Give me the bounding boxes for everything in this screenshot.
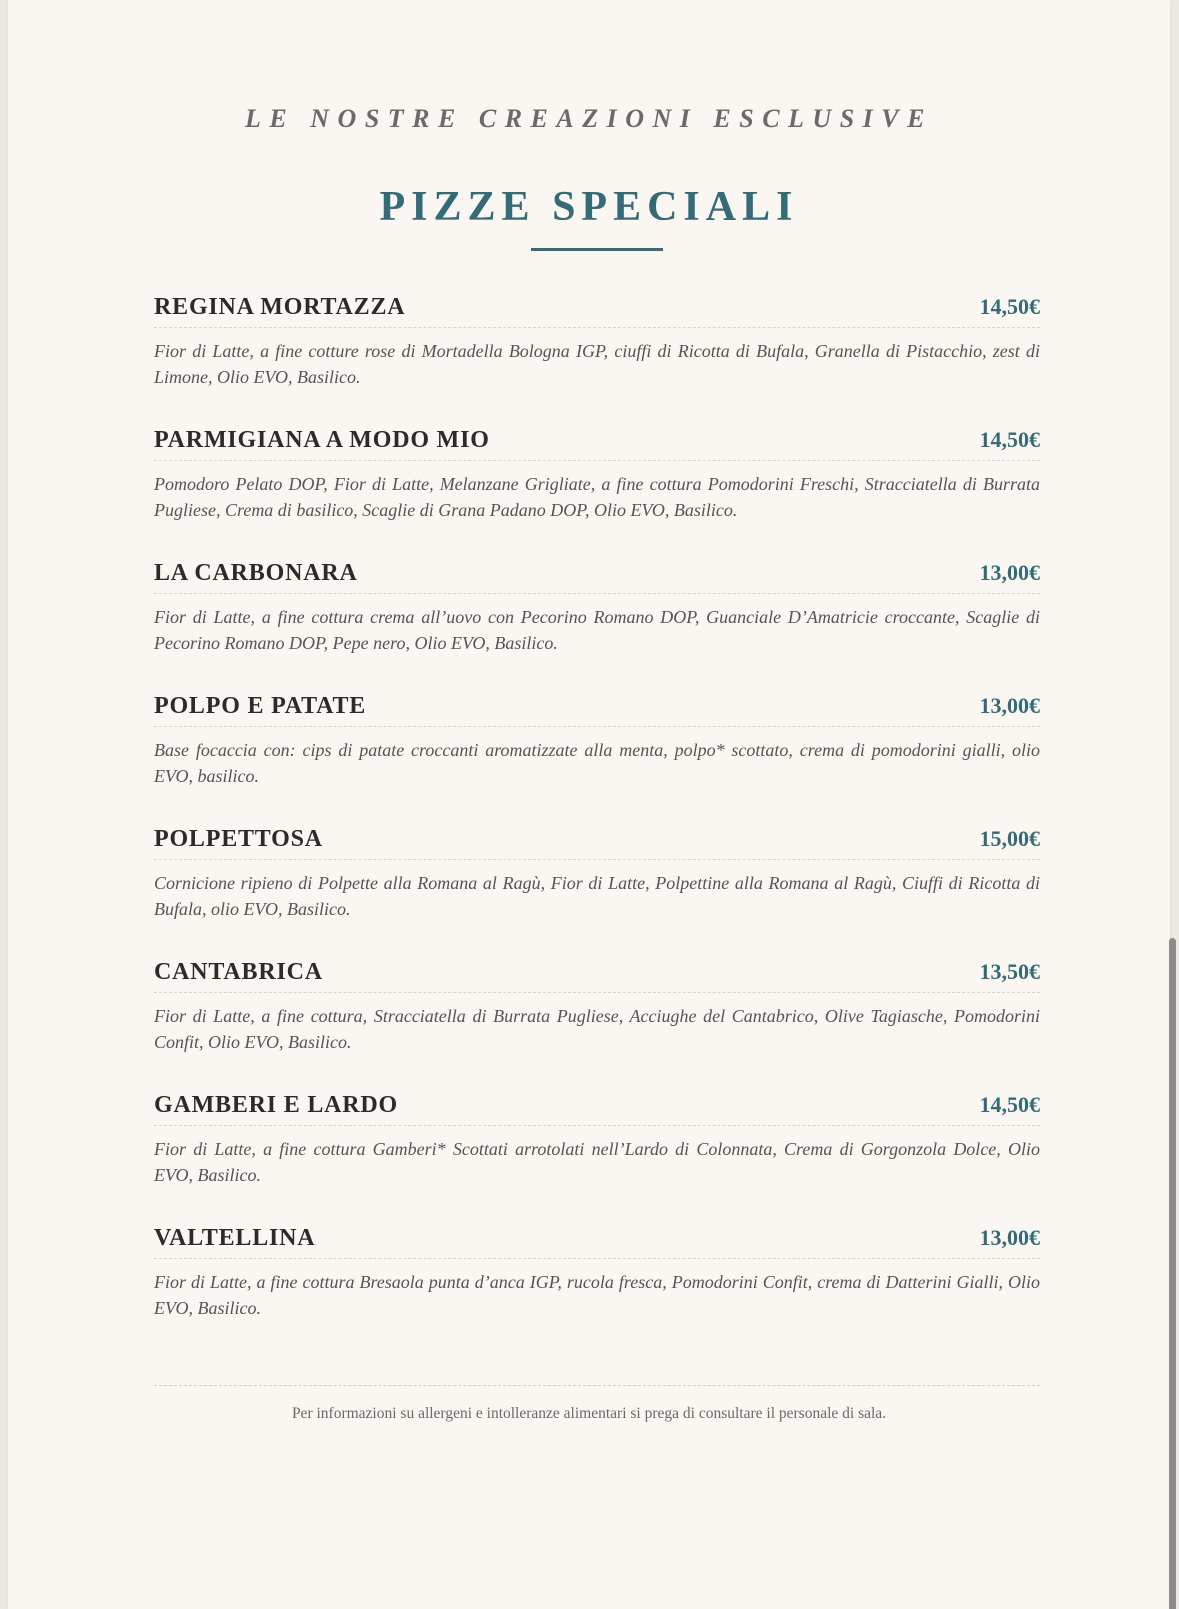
menu-item-header — [154, 693, 1040, 727]
menu-item-name: CANTABRICA — [154, 959, 323, 985]
menu-item-price: 14,50€ — [979, 1092, 1040, 1117]
menu-item-name: POLPO E PATATE — [154, 693, 367, 719]
menu-item-price: 13,00€ — [979, 693, 1040, 718]
menu-item-description: Fior di Latte, a fine cottura Bresaola punta d’anca IGP, rucola fresca, Pomodorini Confit, crema di Datterini Gialli, Olio EVO, Basilico. — [154, 1272, 1040, 1318]
menu-item — [154, 294, 1040, 427]
allergen-note: Per informazioni su allergeni e intolleranze alimentari si prega di consultare il personale di sala. — [291, 1405, 887, 1422]
menu-item-header — [154, 959, 1040, 993]
menu-item-price: 13,00€ — [979, 1225, 1040, 1250]
menu-item — [154, 1092, 1040, 1225]
menu-item-name: REGINA MORTAZZA — [154, 294, 406, 320]
menu-item-description: Cornicione ripieno di Polpette alla Romana al Ragù, Fior di Latte, Polpettine alla Romana al Ragù, Ciuffi di Ricotta di Bufala, olio EVO, Basilico. — [154, 873, 1040, 919]
menu-item-description: Fior di Latte, a fine cottura crema all’uovo con Pecorino Romano DOP, Guanciale D’Amatricie croccante, Scaglie di Pecorino Romano DOP, Pepe nero, Olio EVO, Basilico. — [154, 607, 1040, 653]
menu-item-name: VALTELLINA — [154, 1225, 316, 1251]
menu-item-name: GAMBERI E LARDO — [154, 1092, 399, 1118]
menu-item-name: POLPETTOSA — [154, 826, 323, 852]
menu-subtitle: LE NOSTRE CREAZIONI ESCLUSIVE — [245, 104, 933, 133]
menu-item-price: 14,50€ — [979, 294, 1040, 319]
menu-item-header — [154, 294, 1040, 328]
menu-item-price: 13,00€ — [979, 560, 1040, 585]
menu-item-price: 15,00€ — [979, 826, 1040, 851]
menu-item — [154, 1225, 1040, 1358]
menu-item — [154, 693, 1040, 826]
menu-item-header — [154, 427, 1040, 461]
menu-item-name: LA CARBONARA — [154, 560, 358, 586]
menu-title: PIZZE SPECIALI — [379, 184, 799, 230]
menu-item-description: Fior di Latte, a fine cottura Gamberi* Scottati arrotolati nell’Lardo di Colonnata, Crema di Gorgonzola Dolce, Olio EVO, Basilico. — [154, 1139, 1040, 1185]
menu-item-header — [154, 1225, 1040, 1259]
footer-divider — [154, 1385, 1040, 1386]
title-underline — [531, 248, 663, 251]
menu-item-price: 14,50€ — [979, 427, 1040, 452]
menu-item — [154, 826, 1040, 959]
menu-item — [154, 427, 1040, 560]
menu-list — [154, 294, 1040, 1358]
menu-item-description: Fior di Latte, a fine cottura, Stracciatella di Burrata Pugliese, Acciughe del Cantabrico, Olive Tagiasche, Pomodorini Confit, Olio EVO, Basilico. — [154, 1006, 1040, 1052]
menu-item — [154, 959, 1040, 1092]
menu-item — [154, 560, 1040, 693]
menu-item-name: PARMIGIANA A MODO MIO — [154, 427, 490, 453]
menu-item-price: 13,50€ — [979, 959, 1040, 984]
menu-item-header — [154, 826, 1040, 860]
menu-item-description: Base focaccia con: cips di patate croccanti aromatizzate alla menta, polpo* scottato, crema di pomodorini gialli, olio EVO, basilico. — [154, 740, 1040, 786]
scrollbar[interactable] — [1169, 938, 1176, 1609]
menu-item-description: Pomodoro Pelato DOP, Fior di Latte, Melanzane Grigliate, a fine cottura Pomodorini Freschi, Stracciatella di Burrata Pugliese, Crema di basilico, Scaglie di Grana Padano DOP, Olio EVO, Basilico. — [154, 474, 1040, 520]
menu-item-description: Fior di Latte, a fine cotture rose di Mortadella Bologna IGP, ciuffi di Ricotta di Bufala, Granella di Pistacchio, zest di Limone, Olio EVO, Basilico. — [154, 341, 1040, 387]
menu-item-header — [154, 1092, 1040, 1126]
menu-item-header — [154, 560, 1040, 594]
menu-page — [8, 0, 1170, 1609]
